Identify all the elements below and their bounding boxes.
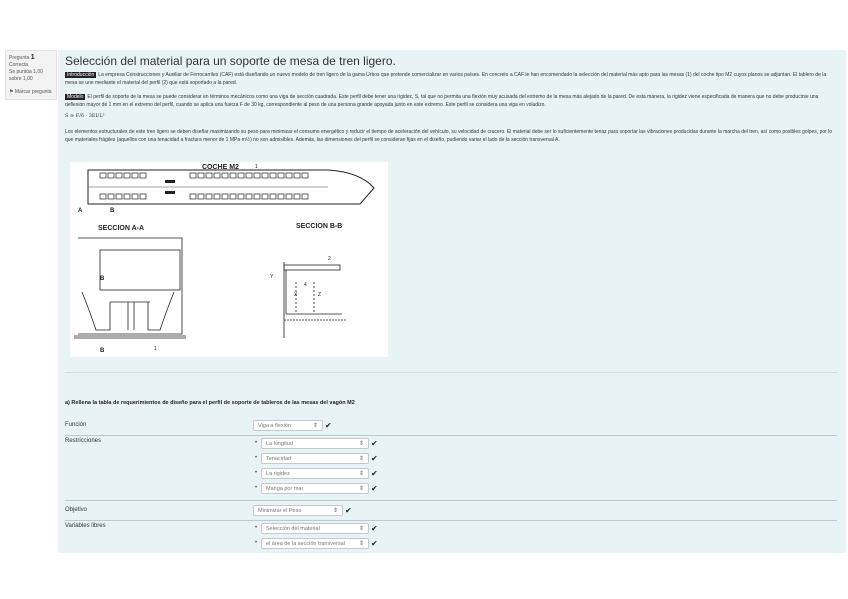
chevron-updown-icon: ⇕ xyxy=(358,526,364,532)
funcion-select[interactable] xyxy=(253,420,323,431)
chevron-updown-icon: ⇕ xyxy=(358,471,364,477)
row-separator xyxy=(65,435,837,436)
checkmark-icon: ✔ xyxy=(345,506,352,515)
checkmark-icon: ✔ xyxy=(371,484,378,493)
callout-1-aa: 1 xyxy=(154,346,157,352)
bullet: • xyxy=(255,455,258,461)
checkmark-icon: ✔ xyxy=(325,421,332,430)
subquestion-text: a) Rellena la tabla de requerimientos de diseño para el perfil de soporte de tableros de las mesas del vagón M2 xyxy=(65,400,355,406)
letter-b-aa: B xyxy=(100,276,105,282)
callout-1-top: 1 xyxy=(255,164,258,170)
objetivo-select[interactable] xyxy=(253,505,343,516)
checkmark-icon: ✔ xyxy=(371,539,378,548)
objetivo-label: Objetivo xyxy=(65,507,88,513)
axis-z: Z xyxy=(318,292,322,298)
question-score: Se puntúa 1,00 sobre 1,00 xyxy=(9,69,43,82)
bullet: • xyxy=(255,525,258,531)
letter-a: A xyxy=(78,208,83,214)
intro-text: La empresa Construcciones y Auxiliar de Ferrocarriles (CAF) está diseñando un nuevo modelo de tren ligero de la gama Urbos que pretende comercializar en varios países. En concreto a CAF le han encomendado la selección del material más apto para las mesas (1) del coche tipo M2 cuyos planos se adjuntan. El tablero de la mesa se une mediante el material del perfil (2) que está soportado a la pared. xyxy=(65,72,827,86)
question-label: Pregunta xyxy=(9,55,30,61)
model-tag: Modelo xyxy=(67,94,84,100)
bullet: • xyxy=(255,540,258,546)
question-title: Selección del material para un soporte de mesa de tren ligero. xyxy=(65,54,396,68)
variables-label: Variables libres xyxy=(65,523,106,529)
variable-select-1[interactable] xyxy=(261,523,369,534)
train-drawing xyxy=(70,162,388,357)
section-bb-label: SECCION B-B xyxy=(296,223,343,230)
axis-x: X xyxy=(294,292,298,298)
callout-2: 2 xyxy=(328,256,331,262)
car-label: COCHE M2 xyxy=(202,164,239,171)
flag-label: Marcar pregunta xyxy=(14,89,52,95)
question-number: 1 xyxy=(30,54,35,61)
chevron-updown-icon: ⇕ xyxy=(358,441,364,447)
bullet: • xyxy=(255,485,258,491)
flag-question-link[interactable] xyxy=(9,89,53,96)
callout-4: 4 xyxy=(304,282,307,288)
funcion-value: Viga a flexión xyxy=(258,423,291,429)
flag-icon: ⚑ xyxy=(9,89,14,95)
restricciones-label: Restricciones xyxy=(65,438,102,444)
requirements-paragraph: Los elementos estructurales de este tren ligero se deben diseñar maximizando su peso para minimizar el consumo energético y reducir el tiempo de aceleración del vehículo, su velocidad de crucero. El material debe ser lo suficientemente tenaz para soportar las vibraciones producidas durante la marcha del tren, así como posibles golpes, por lo que materiales frágiles (aquellos con una tenacidad a fractura menor de 1 MPa·m½) no son admisibles. Además, las dimensiones del perfil se consideran fijas en el diseño, pudiendo variar el lado de la sección transversal A. xyxy=(65,129,833,143)
checkmark-icon: ✔ xyxy=(371,439,378,448)
section-aa-label: SECCION A-A xyxy=(98,225,145,232)
chevron-updown-icon: ⇕ xyxy=(358,486,364,492)
bullet: • xyxy=(255,440,258,446)
restriccion-select-2[interactable] xyxy=(261,453,369,464)
model-text: El perfil de soporte de la mesa se puede considerar en términos mecánicos como una viga de sección cuadrada. Este perfil debe tener una rigidez, S, tal que no permita una flexión muy acusada del extremo de la mesa más alejado de la pared. De esta manera, la rigidez viene especificada de manera que no debe producirse una deflexión mayor de 1 mm en el extremo del perfil, cuando se aplica una fuerza F de 30 kg, correspondiente al peso de una persona grande apoyada junto en este extremo. Este perfil se considera una viga en voladizo. xyxy=(65,94,819,108)
letter-b-bottom: B xyxy=(100,348,105,354)
restriccion-select-3[interactable] xyxy=(261,468,369,479)
question-panel xyxy=(58,50,846,553)
bullet: • xyxy=(255,470,258,476)
variable-value-1: Selección del material xyxy=(266,526,320,532)
restriccion-value-2: Tenacidad xyxy=(266,456,292,462)
chevron-updown-icon: ⇕ xyxy=(312,423,318,429)
objetivo-value: Minimizar el Peso xyxy=(258,508,302,514)
row-separator xyxy=(65,520,837,521)
restriccion-value-1: La longitud xyxy=(266,441,293,447)
row-separator xyxy=(65,500,837,501)
intro-paragraph xyxy=(65,72,837,87)
chevron-updown-icon: ⇕ xyxy=(332,508,338,514)
intro-tag: Introducción xyxy=(67,72,95,78)
axis-y: Y xyxy=(270,274,274,280)
funcion-label: Función xyxy=(65,422,87,428)
chevron-updown-icon: ⇕ xyxy=(358,456,364,462)
restriccion-value-4: Manga por mar xyxy=(266,486,304,492)
checkmark-icon: ✔ xyxy=(371,469,378,478)
model-paragraph xyxy=(65,94,837,109)
section-divider xyxy=(65,372,837,373)
question-state: Correcta xyxy=(9,62,29,68)
checkmark-icon: ✔ xyxy=(371,524,378,533)
variable-value-2: el área de la sección transversal xyxy=(266,541,345,547)
restriccion-value-3: La rigidez xyxy=(266,471,290,477)
stiffness-formula: S ≥ F/δ · 3EI/L³ xyxy=(65,113,105,119)
question-info xyxy=(5,50,57,100)
variable-select-2[interactable] xyxy=(261,538,369,549)
train-diagram xyxy=(70,162,388,357)
letter-b: B xyxy=(110,208,115,214)
restriccion-select-1[interactable] xyxy=(261,438,369,449)
checkmark-icon: ✔ xyxy=(371,454,378,463)
chevron-updown-icon: ⇕ xyxy=(358,541,364,547)
restriccion-select-4[interactable] xyxy=(261,483,369,494)
